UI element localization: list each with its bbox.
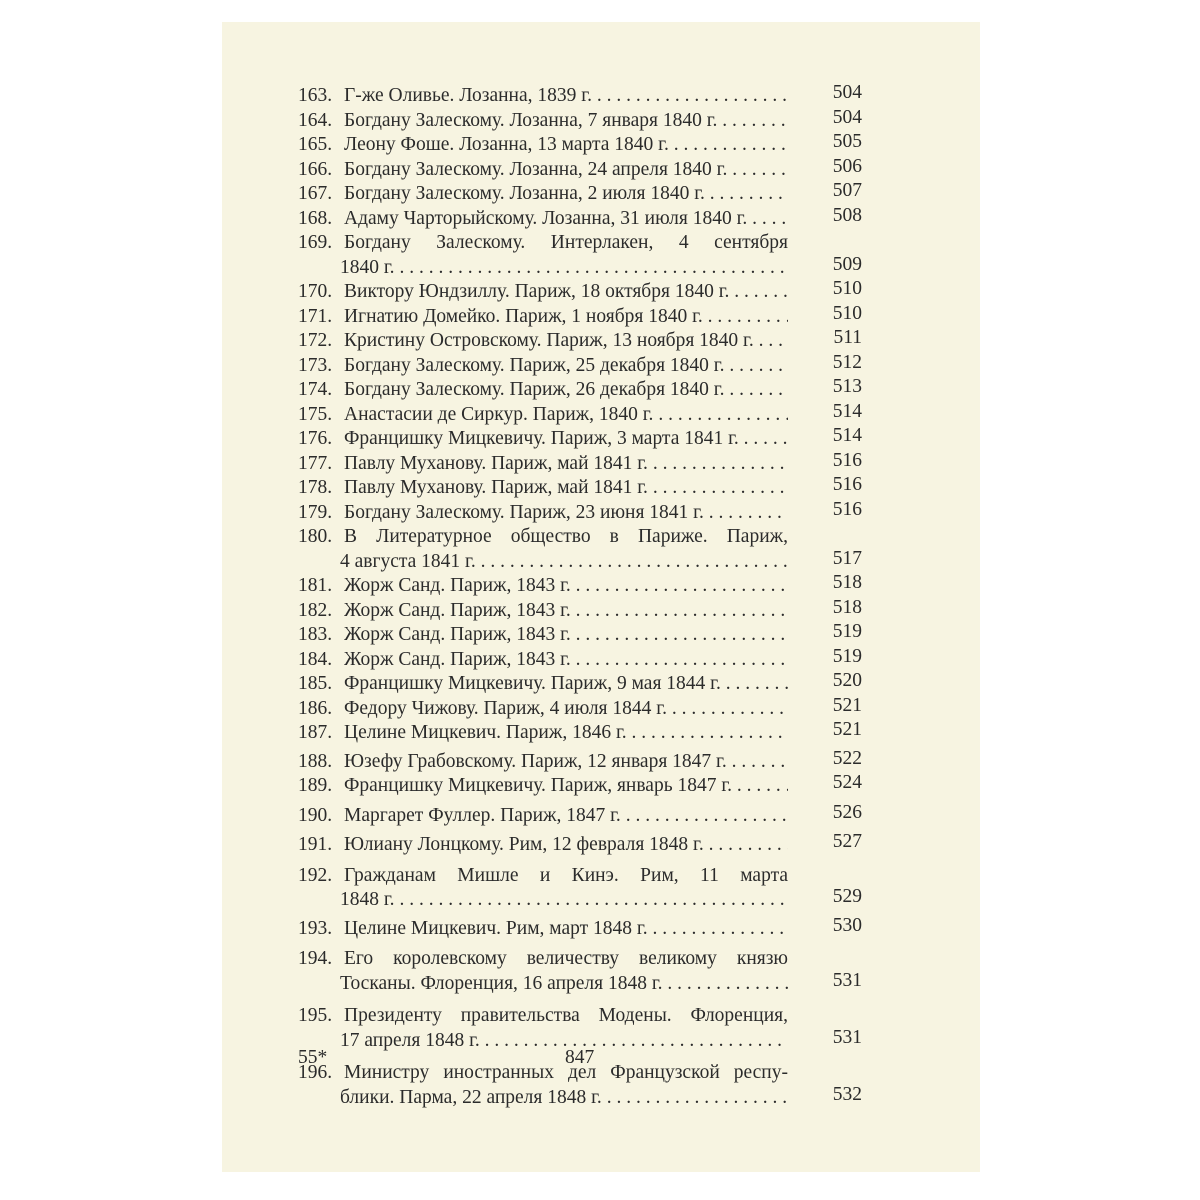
toc-entry <box>222 378 980 403</box>
entry-title: 1848 г. . . . <box>340 888 788 913</box>
toc-entry <box>222 747 980 775</box>
entry-title: Жорж Санд. Париж, 1843 г. . . . <box>344 648 788 673</box>
toc-entry <box>222 106 980 134</box>
entry-number: 176. <box>298 428 333 449</box>
book-page <box>222 22 980 1172</box>
toc-entry-line <box>222 351 980 379</box>
toc-entry-line <box>222 155 980 183</box>
entry-title: Богдану Залескому. Лозанна, 2 июля 1840 г. . . . <box>344 182 788 207</box>
entry-number: 189. <box>298 775 333 796</box>
toc-entry <box>222 204 980 232</box>
toc-entry <box>222 774 980 799</box>
toc-entry-line <box>222 449 980 477</box>
toc-entry-line <box>222 623 980 648</box>
entry-number: 169. <box>298 232 333 253</box>
entry-title: 4 августа 1841 г. . . . <box>340 550 788 575</box>
toc-entry <box>222 1004 980 1053</box>
toc-entry <box>222 833 980 858</box>
entry-number: 165. <box>298 134 333 155</box>
entry-number: 191. <box>298 834 333 855</box>
entry-page-number: 531 <box>832 969 862 991</box>
toc-entry <box>222 574 980 599</box>
entry-title: Целине Мицкевич. Париж, 1846 г. . . . <box>344 721 788 746</box>
entry-title: Г-же Оливье. Лозанна, 1839 г. . . . <box>344 84 788 109</box>
entry-number: 180. <box>298 526 333 547</box>
toc-entry <box>222 672 980 697</box>
entry-page-number: 526 <box>832 801 862 823</box>
entry-number: 166. <box>298 158 333 180</box>
toc-entry-line <box>222 231 980 256</box>
toc-entry-line <box>222 694 980 722</box>
entry-number: 179. <box>298 501 333 523</box>
entry-title: Богдану Залескому. Интерлакен, 4 сентября <box>344 232 788 253</box>
toc-entry <box>222 133 980 158</box>
toc-entry-line <box>222 378 980 403</box>
toc-entry-line <box>222 645 980 673</box>
toc-entry <box>222 476 980 501</box>
entry-title: Тосканы. Флоренция, 16 апреля 1848 г. . . . <box>340 972 788 997</box>
entry-number: 185. <box>298 673 333 694</box>
entry-page-number: 518 <box>832 572 862 593</box>
page-number: 847 <box>565 1047 595 1068</box>
entry-number: 168. <box>298 207 333 229</box>
entry-page-number: 516 <box>832 449 862 471</box>
entry-title: Францишку Мицкевичу. Париж, 9 мая 1844 г. . . . <box>344 672 788 697</box>
entry-page-number: 507 <box>832 180 862 201</box>
entry-number: 196. <box>298 1062 333 1083</box>
entry-title: Анастасии де Сиркур. Париж, 1840 г. . . . <box>344 403 788 428</box>
entry-number: 188. <box>298 750 333 772</box>
entry-page-number: 532 <box>832 1083 862 1105</box>
entry-number: 192. <box>298 864 333 886</box>
entry-page-number: 504 <box>832 106 862 128</box>
entry-page-number: 517 <box>832 547 862 569</box>
toc-entry <box>222 498 980 526</box>
toc-entry <box>222 84 980 109</box>
entry-page-number: 521 <box>832 719 862 740</box>
toc-entry-line <box>222 864 980 889</box>
toc-entry <box>222 721 980 746</box>
toc-entry-line <box>222 833 980 858</box>
entry-page-number: 524 <box>832 772 862 793</box>
entry-title: Жорж Санд. Париж, 1843 г. . . . <box>344 599 788 624</box>
entry-title: Министру иностранных дел Французской респу- <box>344 1062 788 1083</box>
entry-number: 190. <box>298 804 333 826</box>
entry-page-number: 512 <box>832 351 862 373</box>
entry-page-number: 508 <box>832 204 862 226</box>
entry-title: Богдану Залескому. Париж, 23 июня 1841 г. . . . <box>344 501 788 526</box>
entry-number: 184. <box>298 648 333 670</box>
toc-entry <box>222 155 980 183</box>
entry-title: Жорж Санд. Париж, 1843 г. . . . <box>344 574 788 599</box>
toc-entry-line <box>222 106 980 134</box>
toc-entry <box>222 449 980 477</box>
toc-entry-line <box>222 774 980 799</box>
entry-title: Францишку Мицкевичу. Париж, январь 1847 г. . . . <box>344 774 788 799</box>
entry-page-number: 521 <box>832 694 862 716</box>
toc-entry <box>222 645 980 673</box>
toc-entry-line <box>222 969 980 997</box>
entry-number: 178. <box>298 477 333 498</box>
toc-entry <box>222 329 980 354</box>
signature-mark: 55* <box>298 1047 328 1068</box>
toc-entry-line <box>222 427 980 452</box>
entry-title: Леону Фоше. Лозанна, 13 марта 1840 г. . . . <box>344 133 788 158</box>
entry-page-number: 513 <box>832 376 862 397</box>
entry-title: 17 апреля 1848 г. . . . <box>340 1029 788 1054</box>
entry-title: Целине Мицкевич. Рим, март 1848 г. . . . <box>344 917 788 942</box>
toc-entry-line <box>222 400 980 428</box>
entry-title: Павлу Муханову. Париж, май 1841 г. . . . <box>344 452 788 477</box>
toc-entry <box>222 525 980 574</box>
toc-entry-line <box>222 253 980 281</box>
toc-entry-line <box>222 525 980 550</box>
entry-title: Павлу Муханову. Париж, май 1841 г. . . . <box>344 476 788 501</box>
toc-entry <box>222 947 980 996</box>
entry-page-number: 514 <box>832 400 862 422</box>
toc-entry-line <box>222 947 980 972</box>
toc-entry <box>222 801 980 829</box>
entry-title: Его королевскому величеству великому князю <box>344 948 788 969</box>
entry-page-number: 518 <box>832 596 862 618</box>
entry-title: Кристину Островскому. Париж, 13 ноября 1840 г. . . . <box>344 329 788 354</box>
entry-page-number: 505 <box>832 131 862 152</box>
entry-title: Жорж Санд. Париж, 1843 г. . . . <box>344 623 788 648</box>
entry-number: 194. <box>298 948 333 969</box>
entry-page-number: 522 <box>832 747 862 769</box>
entry-number: 177. <box>298 452 333 474</box>
toc-entry-line <box>222 721 980 746</box>
entry-number: 181. <box>298 575 333 596</box>
entry-page-number: 504 <box>832 82 862 103</box>
toc-entry-line <box>222 672 980 697</box>
entry-title: 1840 г. . . . <box>340 256 788 281</box>
toc-entry-line <box>222 1004 980 1029</box>
toc-entry-line <box>222 1061 980 1086</box>
toc-entry <box>222 182 980 207</box>
entry-number: 186. <box>298 697 333 719</box>
table-of-contents <box>222 84 980 1110</box>
entry-page-number: 520 <box>832 670 862 691</box>
entry-title: Богдану Залескому. Париж, 26 декабря 1840 г. . . . <box>344 378 788 403</box>
toc-entry <box>222 1061 980 1110</box>
toc-entry <box>222 623 980 648</box>
entry-page-number: 510 <box>832 302 862 324</box>
entry-page-number: 519 <box>832 645 862 667</box>
toc-entry <box>222 427 980 452</box>
entry-number: 172. <box>298 330 333 351</box>
toc-entry-line <box>222 747 980 775</box>
entry-page-number: 531 <box>832 1026 862 1048</box>
entry-number: 171. <box>298 305 333 327</box>
entry-page-number: 530 <box>832 914 862 936</box>
toc-entry-line <box>222 302 980 330</box>
toc-entry-line <box>222 596 980 624</box>
entry-number: 183. <box>298 624 333 645</box>
entry-page-number: 516 <box>832 474 862 495</box>
entry-page-number: 519 <box>832 621 862 642</box>
entry-title: Гражданам Мишле и Кинэ. Рим, 11 марта <box>344 864 788 886</box>
toc-entry-line <box>222 182 980 207</box>
toc-entry-line <box>222 498 980 526</box>
entry-number: 175. <box>298 403 333 425</box>
toc-entry-line <box>222 204 980 232</box>
entry-page-number: 514 <box>832 425 862 446</box>
entry-title: Богдану Залескому. Лозанна, 7 января 1840 г. . . . <box>344 109 788 134</box>
entry-number: 163. <box>298 85 333 106</box>
toc-entry <box>222 351 980 379</box>
toc-entry-line <box>222 280 980 305</box>
entry-title: Игнатию Домейко. Париж, 1 ноября 1840 г. . . . <box>344 305 788 330</box>
entry-number: 173. <box>298 354 333 376</box>
toc-entry <box>222 864 980 913</box>
entry-page-number: 506 <box>832 155 862 177</box>
entry-number: 170. <box>298 281 333 302</box>
entry-title: Юлиану Лонцкому. Рим, 12 февраля 1848 г. . . . <box>344 833 788 858</box>
entry-page-number: 510 <box>832 278 862 299</box>
entry-number: 164. <box>298 109 333 131</box>
entry-number: 193. <box>298 917 333 939</box>
entry-number: 195. <box>298 1005 333 1026</box>
entry-number: 167. <box>298 183 333 204</box>
toc-entry-line <box>222 574 980 599</box>
entry-title: Юзефу Грабовскому. Париж, 12 января 1847 г. . . . <box>344 750 788 775</box>
toc-entry-line <box>222 801 980 829</box>
entry-title: Богдану Залескому. Лозанна, 24 апреля 1840 г. . . . <box>344 158 788 183</box>
toc-entry <box>222 914 980 942</box>
toc-entry-line <box>222 1083 980 1111</box>
entry-title: Президенту правительства Модены. Флоренция, <box>344 1005 788 1026</box>
toc-entry-line <box>222 476 980 501</box>
toc-entry <box>222 280 980 305</box>
entry-title: В Литературное общество в Париже. Париж, <box>344 526 788 547</box>
toc-entry-line <box>222 329 980 354</box>
entry-page-number: 511 <box>833 327 862 348</box>
toc-entry <box>222 596 980 624</box>
toc-entry <box>222 400 980 428</box>
toc-entry <box>222 302 980 330</box>
toc-entry-line <box>222 84 980 109</box>
toc-entry-line <box>222 1026 980 1054</box>
toc-entry <box>222 231 980 280</box>
entry-number: 182. <box>298 599 333 621</box>
entry-title: Богдану Залескому. Париж, 25 декабря 1840 г. . . . <box>344 354 788 379</box>
entry-title: Маргарет Фуллер. Париж, 1847 г. . . . <box>344 804 788 829</box>
entry-title: Адаму Чарторыйскому. Лозанна, 31 июля 1840 г. . . . <box>344 207 788 232</box>
entry-page-number: 509 <box>832 253 862 275</box>
entry-page-number: 516 <box>832 498 862 520</box>
entry-title: блики. Парма, 22 апреля 1848 г. . . . <box>340 1086 788 1111</box>
entry-title: Виктору Юндзиллу. Париж, 18 октября 1840 г. . . . <box>344 280 788 305</box>
toc-entry <box>222 694 980 722</box>
toc-entry-line <box>222 133 980 158</box>
entry-page-number: 527 <box>832 831 862 852</box>
entry-title: Федору Чижову. Париж, 4 июля 1844 г. . . . <box>344 697 788 722</box>
entry-number: 187. <box>298 722 333 743</box>
entry-page-number: 529 <box>832 886 862 907</box>
entry-title: Францишку Мицкевичу. Париж, 3 марта 1841 г. . . . <box>344 427 788 452</box>
toc-entry-line <box>222 547 980 575</box>
entry-number: 174. <box>298 379 333 400</box>
toc-entry-line <box>222 888 980 913</box>
toc-entry-line <box>222 914 980 942</box>
